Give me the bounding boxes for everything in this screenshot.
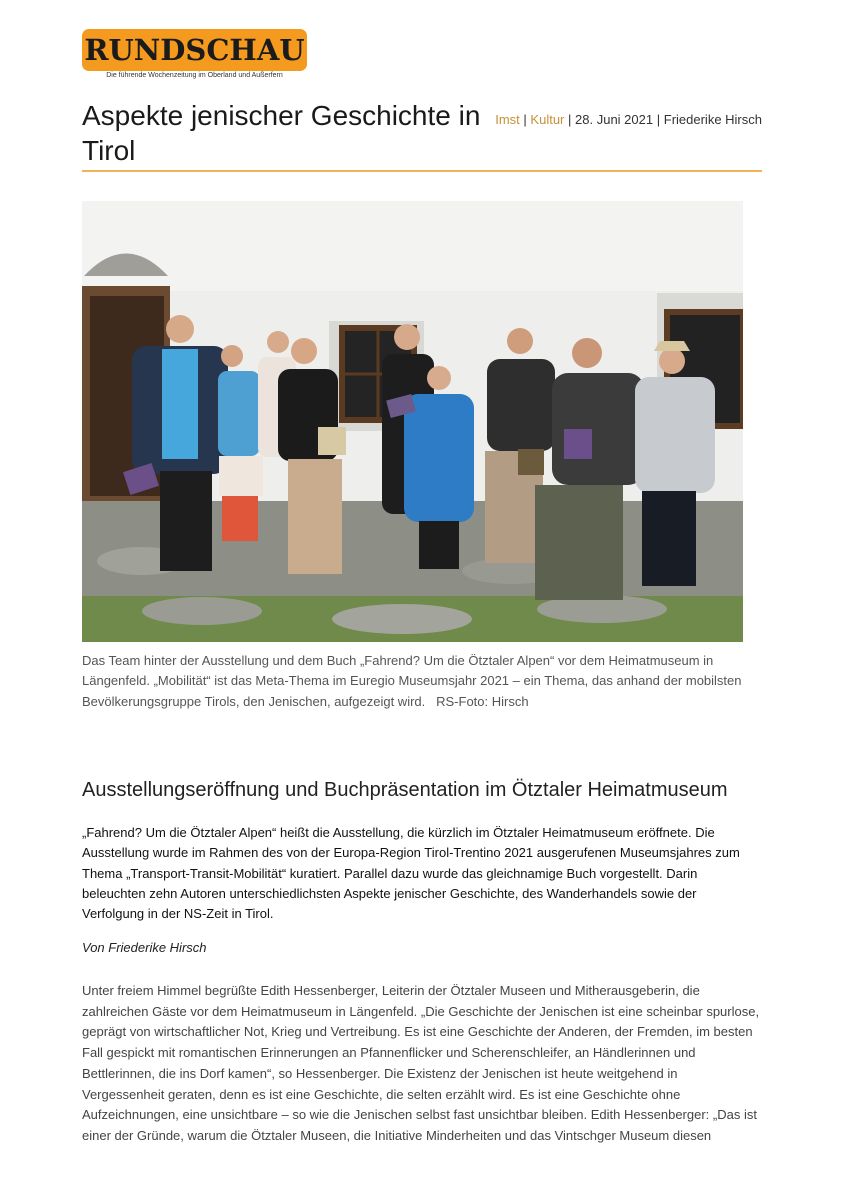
meta-separator: | <box>523 112 527 127</box>
rundschau-logo[interactable] <box>82 29 307 82</box>
logo-wordmark: RUNDSCHAU <box>84 33 305 67</box>
meta-author: Friederike Hirsch <box>663 112 762 127</box>
meta-separator: | <box>568 112 572 127</box>
meta-separator: | <box>656 112 661 127</box>
article-subheading: Ausstellungseröffnung und Buchpräsentation im Ötztaler Heimatmuseum <box>82 779 728 801</box>
photo-credit: RS-Foto: Hirsch <box>436 693 529 709</box>
photo-caption <box>82 651 752 712</box>
article-meta <box>492 112 762 127</box>
header-divider <box>82 170 762 172</box>
article-body-paragraph: Unter freiem Himmel begrüßte Edith Hessenberger, Leiterin der Ötztaler Museen und Mitherausgeberin, die zahlreichen Gäste vor dem Heimatmuseum in Längenfeld. „Die Geschichte der Jenischen ist eine scheinbar spurlose, geprägt von wirtschaftlicher Not, Krieg und Vertreibung. Es ist eine Geschichte der Anderen, der Fremden, im besten Fall gespickt mit romantischen Erinnerungen an Pfannenflicker und Scherenschleifer, an Händlerinnen und Bettlerinnen, die ins Dorf kamen“, so Hessenberger. Die Existenz der Jenischen ist heute weitgehend in Vergessenheit geraten, denn es ist eine Geschichte, die selten erzählt wird. Es ist eine Geschichte ohne Aufzeichnungen, eine unsichtbare – so wie die Jenischen selbst fast unsichtbar bleiben. Edith Hessenberger: „Das ist einer der Gründe, warum die Ötztaler Museen, die Initiative Minderheiten und das Vintschger Museum diesen <box>82 983 760 1143</box>
meta-location-link[interactable]: Imst <box>495 112 520 127</box>
meta-category-link[interactable]: Kultur <box>530 112 565 127</box>
article-byline: Von Friederike Hirsch <box>82 940 207 955</box>
article-photo[interactable] <box>82 201 743 642</box>
caption-text: Das Team hinter der Ausstellung und dem Buch „Fahrend? Um die Ötztaler Alpen“ vor dem Heimatmuseum in Längenfeld. „Mobilität“ ist das Meta-Thema im Euregio Museumsjahr 2021 – ein Thema, das anhand der mobilsten Bevölkerungsgruppe Tirols, den Jenischen, aufgezeigt wird. <box>82 653 742 709</box>
group-photo-illustration <box>82 201 743 642</box>
meta-date: 28. Juni 2021 <box>575 112 654 127</box>
logo-tagline: Die führende Wochenzeitung im Oberland und Außerfern <box>106 72 283 79</box>
article-title: Aspekte jenischer Geschichte in Tirol <box>82 100 481 166</box>
article-lead: „Fahrend? Um die Ötztaler Alpen“ heißt die Ausstellung, die kürzlich im Ötztaler Heimatmuseum eröffnete. Die Ausstellung wurde im Rahmen des von der Europa-Region Tirol-Trentino 2021 ausgerufenen Museumsjahres zum Thema „Transport-Transit-Mobilität“ kuratiert. Parallel dazu wurde das gleichnamige Buch vorgestellt. Darin beleuchten zehn Autoren unterschiedlichsten Aspekte jenischer Geschichte, des Wanderhandels sowie der Verfolgung in der NS-Zeit in Tirol. <box>82 825 740 922</box>
